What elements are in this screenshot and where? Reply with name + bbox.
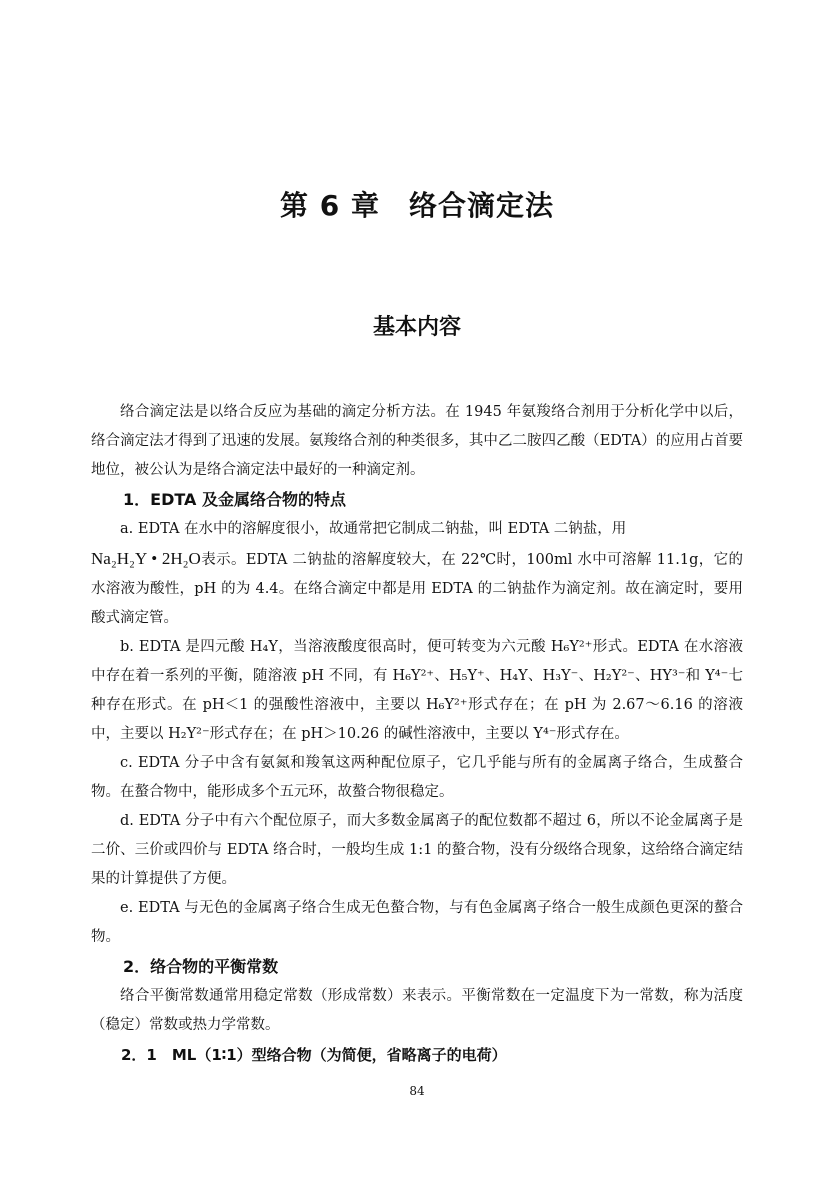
formula-disodium-edta: Na₂H₂Y • 2H₂O <box>91 549 201 568</box>
chapter-title: 第 6 章 络合滴定法 <box>280 189 554 222</box>
paragraph-a-start: a. EDTA 在水中的溶解度很小，故通常把它制成二钠盐，叫 EDTA 二钠盐，用 <box>120 521 627 537</box>
paragraph-d: d. EDTA 分子中有六个配位原子，而大多数金属离子的配位数都不超过 6，所以不论金属离子是二价、三价或四价与 EDTA 络合时，一般均生成 1:1 的螯合物，没有分级络合现象，这给络合滴定结果的计算提供了方便。 <box>91 813 743 887</box>
heading-edta-features: 1．EDTA 及金属络合物的特点 <box>123 490 346 509</box>
paragraph-equilibrium: 络合平衡常数通常用稳定常数（形成常数）来表示。平衡常数在一定温度下为一常数，称为活度（稳定）常数或热力学常数。 <box>91 988 743 1033</box>
paragraph-a-end: 表示。EDTA 二钠盐的溶解度较大，在 22℃时，100ml 水中可溶解 11.1g，它的水溶液为酸性，pH 的为 4.4。在络合滴定中都是用 EDTA 的二钠盐作为滴定剂。故在滴定时，要用酸式滴定管。 <box>91 552 744 626</box>
paragraph-c: c. EDTA 分子中含有氨氮和羧氧这两种配位原子，它几乎能与所有的金属离子络合，生成螯合物。在螯合物中，能形成多个五元环，故螯合物很稳定。 <box>91 755 743 800</box>
body-text <box>91 398 743 1070</box>
paragraph-e: e. EDTA 与无色的金属离子络合生成无色螯合物，与有色金属离子络合一般生成颜色更深的螯合物。 <box>91 900 743 945</box>
intro-paragraph: 络合滴定法是以络合反应为基础的滴定分析方法。在 1945 年氨羧络合剂用于分析化学中以后，络合滴定法才得到了迅速的发展。氨羧络合剂的种类很多，其中乙二胺四乙酸（EDTA）的应用占首要地位，被公认为是络合滴定法中最好的一种滴定剂。 <box>91 404 743 478</box>
page-number: 84 <box>409 1084 425 1098</box>
paragraph-b: b. EDTA 是四元酸 H₄Y，当溶液酸度很高时，便可转变为六元酸 H₆Y²⁺形式。EDTA 在水溶液中存在着一系列的平衡，随溶液 pH 不同，有 H₆Y²⁺、H₅Y⁺、H₄Y、H₃Y⁻、H₂Y²⁻、HY³⁻和 Y⁴⁻七种存在形式。在 pH＜1 的强酸性溶液中，主要以 H₆Y²⁺形式存在；在 pH 为 2.67～6.16 的溶液中，主要以 H₂Y²⁻形式存在；在 pH＞10.26 的碱性溶液中，主要以 Y⁴⁻形式存在。 <box>91 639 743 742</box>
heading-equilibrium-constants: 2．络合物的平衡常数 <box>123 957 279 976</box>
paragraph-a <box>91 515 743 633</box>
section-title: 基本内容 <box>372 315 461 340</box>
heading-ml-complex: 2．1 ML（1∶1）型络合物（为简便，省略离子的电荷） <box>121 1046 507 1064</box>
